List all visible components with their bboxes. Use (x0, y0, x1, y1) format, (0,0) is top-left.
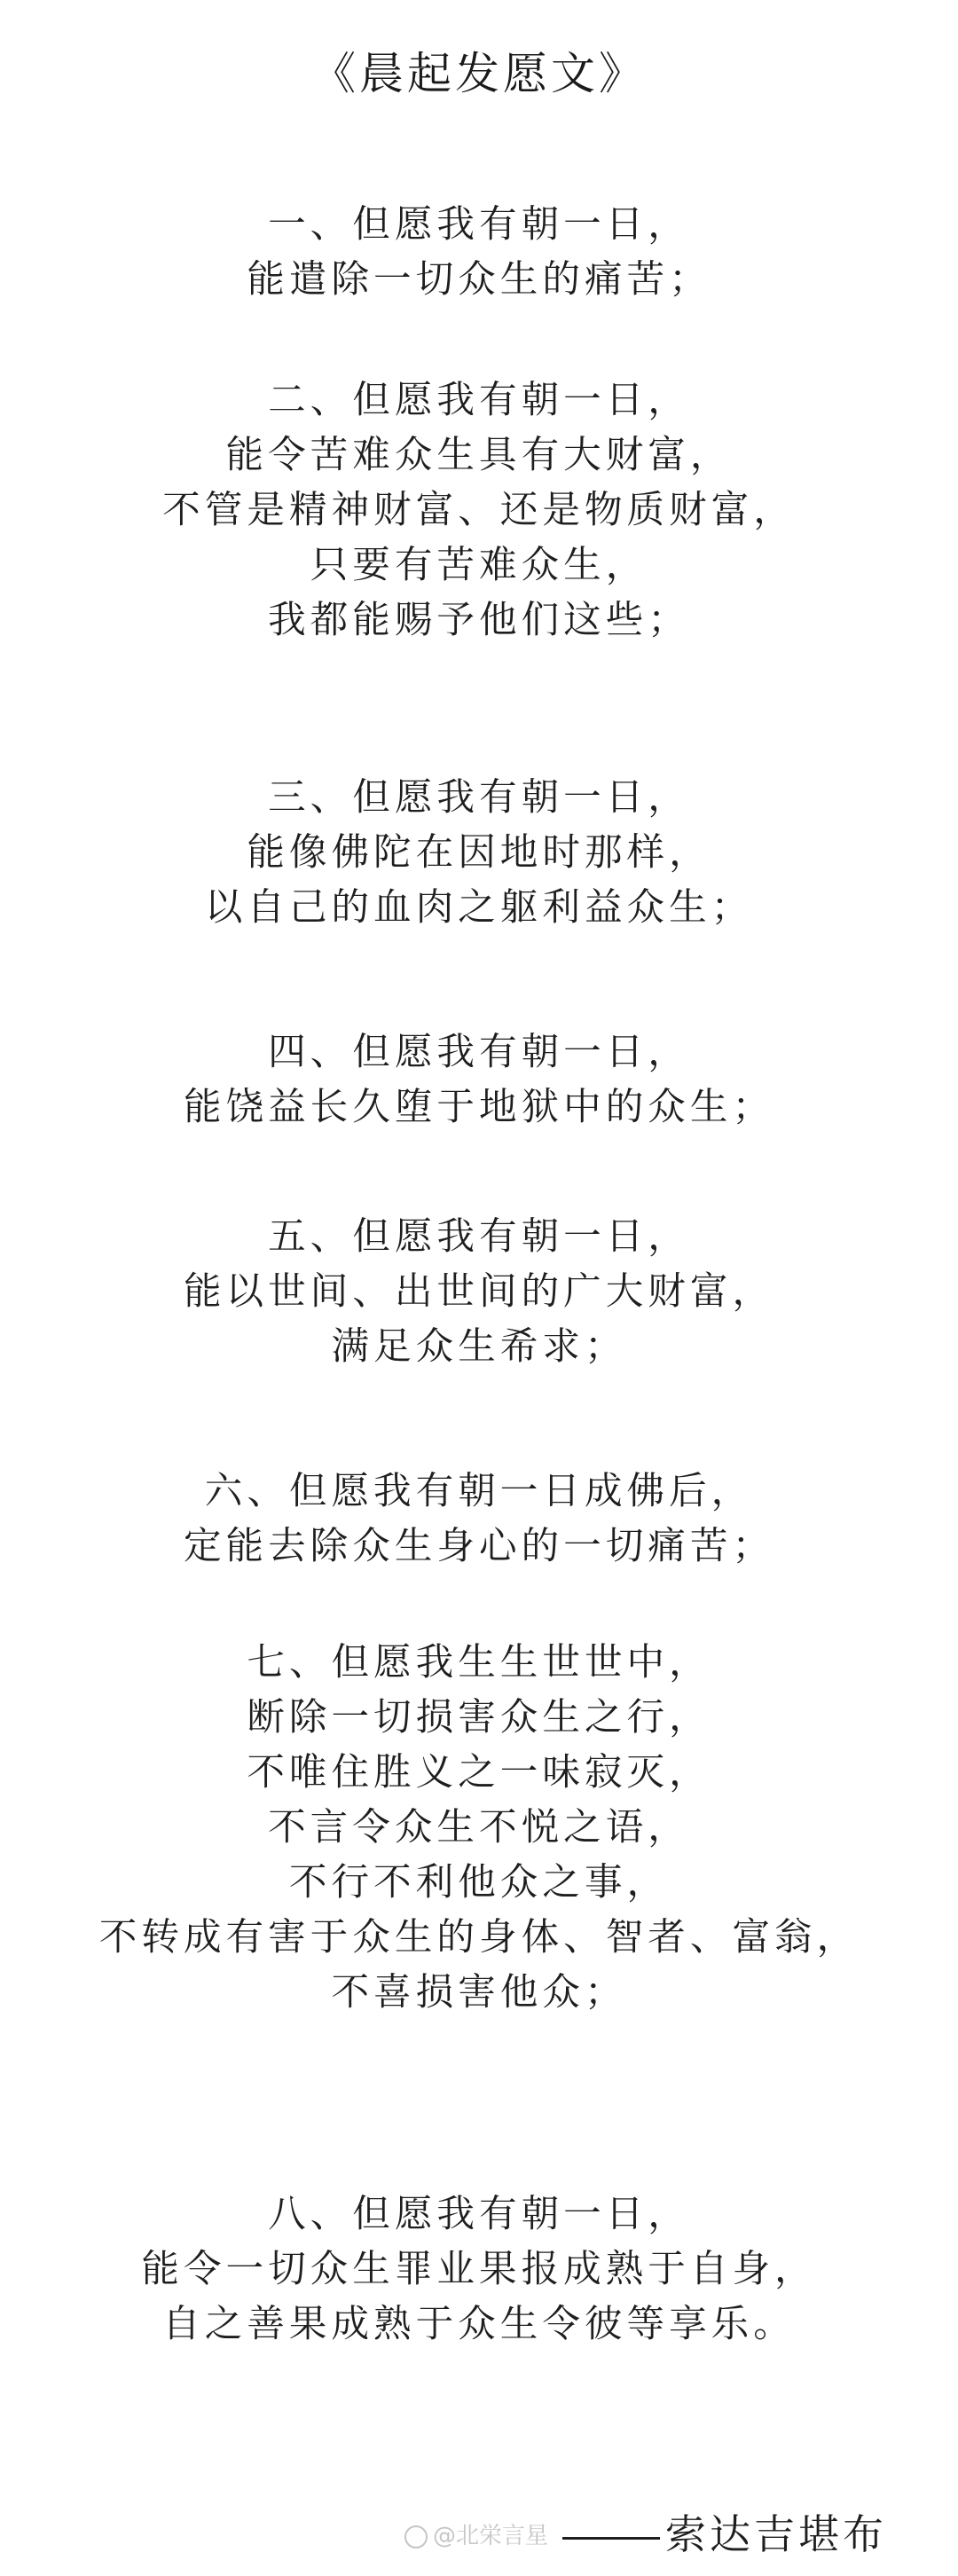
verse-line: 二、但愿我有朝一日， (268, 378, 690, 422)
verse-line: 能遣除一切众生的痛苦； (247, 257, 711, 302)
verse-line: 六、但愿我有朝一日成佛后， (204, 1469, 754, 1513)
watermark-text: @北栄言星 (433, 2523, 549, 2549)
verse-line: 只要有苦难众生， (310, 543, 648, 587)
verse-line: 不言令众生不悦之语， (268, 1805, 690, 1850)
verse-line: 断除一切损害众生之行， (247, 1695, 711, 1740)
stanza-5 (0, 1209, 958, 1374)
verse-line: 能令一切众生罪业果报成熟于自身， (141, 2247, 817, 2291)
verse-line: 定能去除众生身心的一切痛苦； (183, 1524, 775, 1568)
stanza-1 (0, 197, 958, 307)
verse-line: 能以世间、出世间的广大财富， (183, 1269, 775, 1314)
verse-line: 八、但愿我有朝一日， (268, 2192, 690, 2236)
verse-line: 不唯住胜义之一味寂灭， (247, 1750, 711, 1795)
verse-line: 能像佛陀在因地时那样， (247, 830, 711, 875)
verse-line: 能令苦难众生具有大财富， (225, 433, 733, 477)
author-signature (562, 2507, 887, 2562)
verse-line: 以自己的血肉之躯利益众生； (204, 885, 754, 930)
stanza-8 (0, 2187, 958, 2352)
verse-line: 不喜损害他众； (331, 1970, 627, 2014)
verse-line: 自之善果成熟于众生令彼等享乐。 (162, 2302, 796, 2346)
verse-line: 一、但愿我有朝一日， (268, 202, 690, 247)
verse-line: 不行不利他众之事， (288, 1860, 670, 1905)
stanza-7 (0, 1635, 958, 2020)
watermark (404, 2521, 548, 2551)
stanza-4 (0, 1025, 958, 1135)
verse-line: 满足众生希求； (331, 1324, 627, 1369)
stanza-6 (0, 1464, 958, 1574)
signature-dash (562, 2537, 660, 2540)
verse-line: 四、但愿我有朝一日， (268, 1030, 690, 1074)
stanza-3 (0, 770, 958, 935)
stanza-2 (0, 373, 958, 648)
verse-line: 三、但愿我有朝一日， (268, 775, 690, 820)
verse-line: 能饶益长久堕于地狱中的众生； (183, 1085, 775, 1129)
weibo-logo-icon (404, 2525, 428, 2549)
verse-line: 五、但愿我有朝一日， (268, 1214, 690, 1259)
verse-line: 不转成有害于众生的身体、智者、富翁， (98, 1915, 860, 1959)
verse-line: 我都能赐予他们这些； (268, 598, 690, 642)
verse-line: 不管是精神财富、还是物质财富， (162, 488, 796, 532)
document-title: 《晨起发愿文》 (311, 48, 647, 99)
author-name: 索达吉堪布 (665, 2510, 887, 2558)
verse-line: 七、但愿我生生世世中， (247, 1640, 711, 1685)
